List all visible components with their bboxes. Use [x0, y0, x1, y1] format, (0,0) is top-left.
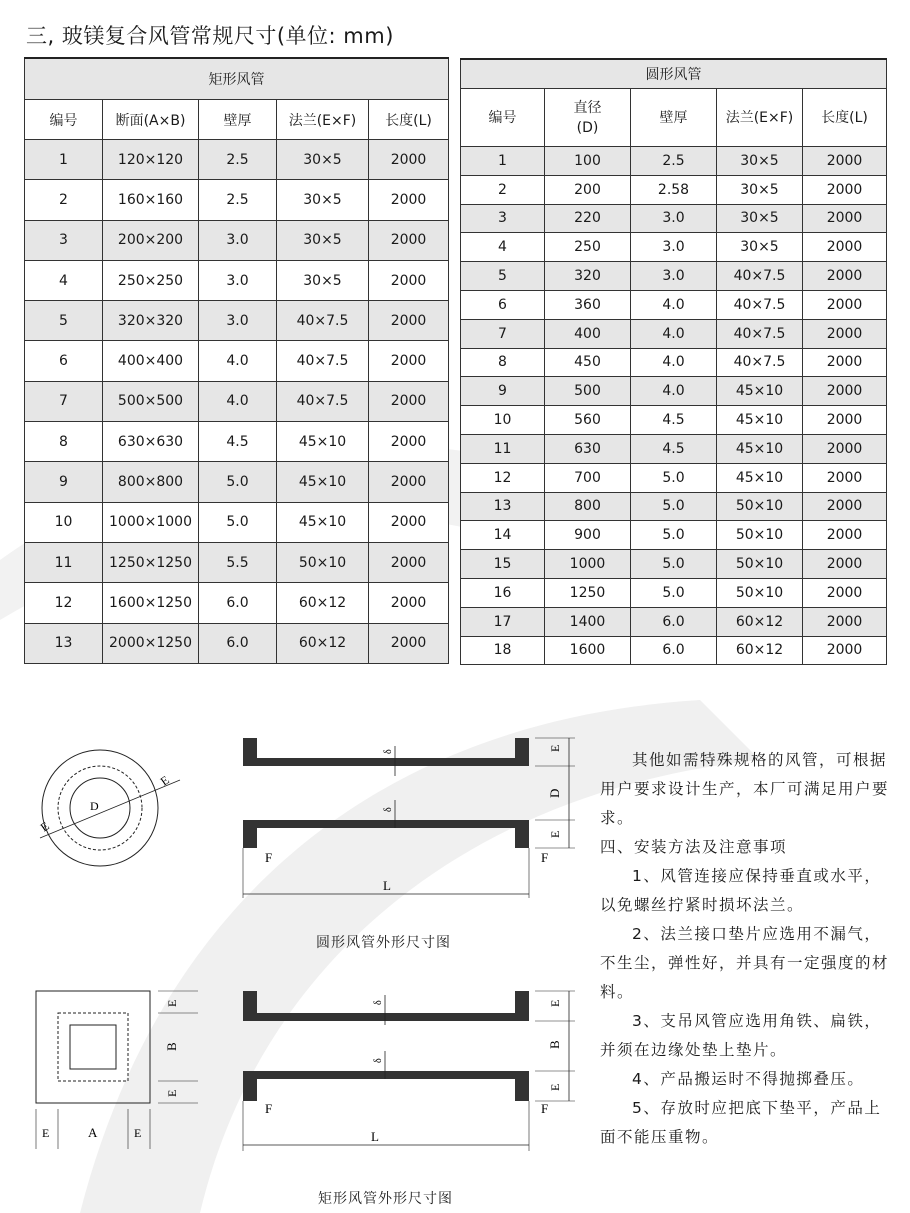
round-table-header-4: 长度(L) — [803, 89, 887, 147]
table-row — [461, 290, 887, 319]
table-cell: 5.0 — [199, 502, 277, 542]
table-cell: 6 — [25, 341, 103, 381]
label-F-left: F — [265, 850, 273, 865]
table-cell: 900 — [545, 521, 631, 550]
table-cell: 2 — [461, 175, 545, 204]
round-table-header-2: 壁厚 — [631, 89, 717, 147]
table-cell: 45×10 — [277, 422, 369, 462]
installation-notes — [600, 746, 890, 1152]
table-cell: 400 — [545, 319, 631, 348]
table-cell: 700 — [545, 463, 631, 492]
label-E-lower: E — [548, 830, 562, 838]
table-row — [25, 341, 449, 381]
table-cell: 40×7.5 — [277, 301, 369, 341]
table-cell: 2000 — [803, 636, 887, 665]
round-table-header-1: 直径 (D) — [545, 89, 631, 147]
label-B-rect: B — [164, 1042, 179, 1051]
note-paragraph: 3、支吊风管应选用角铁、扁铁，并须在边缘处垫上垫片。 — [600, 1012, 882, 1059]
table-cell: 800×800 — [103, 462, 199, 502]
table-cell: 4.0 — [631, 377, 717, 406]
table-cell: 2000 — [369, 542, 449, 582]
table-cell: 1 — [25, 140, 103, 180]
table-cell: 5.0 — [631, 492, 717, 521]
table-row — [461, 607, 887, 636]
rect-duct-side-view — [225, 985, 585, 1155]
round-duct-side-view — [225, 728, 585, 908]
round-duct-cross-section — [30, 740, 200, 870]
table-cell: 2.58 — [631, 175, 717, 204]
table-cell: 2000 — [369, 180, 449, 220]
table-cell: 60×12 — [277, 623, 369, 663]
table-cell: 2000 — [803, 290, 887, 319]
label-E-rect-right: E — [134, 1126, 142, 1140]
table-row — [25, 502, 449, 542]
table-row — [461, 521, 887, 550]
table-cell: 2000 — [803, 319, 887, 348]
table-cell: 12 — [461, 463, 545, 492]
table-cell: 4 — [461, 233, 545, 262]
table-cell: 2000 — [369, 260, 449, 300]
table-cell: 1600 — [545, 636, 631, 665]
table-cell: 1000×1000 — [103, 502, 199, 542]
table-row — [461, 434, 887, 463]
table-cell: 30×5 — [277, 140, 369, 180]
table-cell: 30×5 — [717, 204, 803, 233]
label-E-rect-top: E — [165, 999, 179, 1007]
table-cell: 120×120 — [103, 140, 199, 180]
table-cell: 3.0 — [199, 220, 277, 260]
round-diagram-caption: 圆形风管外形尺寸图 — [316, 935, 451, 951]
table-cell: 17 — [461, 607, 545, 636]
table-cell: 200 — [545, 175, 631, 204]
table-cell: 6 — [461, 290, 545, 319]
table-cell: 3.0 — [199, 301, 277, 341]
table-cell: 60×12 — [277, 583, 369, 623]
table-cell: 220 — [545, 204, 631, 233]
table-cell: 18 — [461, 636, 545, 665]
table-cell: 40×7.5 — [717, 348, 803, 377]
table-cell: 30×5 — [277, 260, 369, 300]
table-cell: 3.0 — [199, 260, 277, 300]
table-cell: 4.5 — [631, 434, 717, 463]
rect-table-header-0: 编号 — [25, 100, 103, 140]
table-cell: 14 — [461, 521, 545, 550]
label-L-round: L — [383, 878, 391, 893]
label-B-rect-side: B — [547, 1040, 562, 1049]
table-cell: 3 — [25, 220, 103, 260]
table-cell: 5.0 — [631, 463, 717, 492]
rect-duct-cross-section — [30, 985, 210, 1155]
table-cell: 1 — [461, 147, 545, 176]
table-row — [461, 578, 887, 607]
table-row — [25, 422, 449, 462]
note-paragraph: 其他如需特殊规格的风管，可根据用户要求设计生产，本厂可满足用户要求。 — [600, 751, 890, 827]
table-cell: 1250 — [545, 578, 631, 607]
rect-table-caption: 矩形风管 — [25, 58, 449, 100]
table-cell: 2000 — [803, 262, 887, 291]
table-cell: 40×7.5 — [277, 341, 369, 381]
table-cell: 500 — [545, 377, 631, 406]
table-cell: 12 — [25, 583, 103, 623]
table-cell: 4.5 — [199, 422, 277, 462]
table-cell: 60×12 — [717, 607, 803, 636]
table-row — [25, 381, 449, 421]
table-cell: 50×10 — [717, 550, 803, 579]
table-cell: 2000 — [803, 233, 887, 262]
label-delta-rect-bottom: δ — [373, 1058, 384, 1063]
table-row — [25, 462, 449, 502]
label-F-rect-left: F — [265, 1101, 273, 1116]
table-cell: 4.5 — [631, 406, 717, 435]
table-row — [461, 204, 887, 233]
table-cell: 500×500 — [103, 381, 199, 421]
table-cell: 3 — [461, 204, 545, 233]
table-cell: 3.0 — [631, 204, 717, 233]
table-cell: 2000 — [803, 377, 887, 406]
round-table-header-0: 编号 — [461, 89, 545, 147]
label-delta-top: δ — [383, 749, 394, 754]
label-A-rect: A — [88, 1125, 98, 1140]
table-cell: 6.0 — [631, 636, 717, 665]
table-cell: 7 — [25, 381, 103, 421]
table-cell: 4.0 — [631, 348, 717, 377]
label-delta-rect-top: δ — [373, 1000, 384, 1005]
rect-table-header-2: 壁厚 — [199, 100, 277, 140]
table-cell: 60×12 — [717, 636, 803, 665]
table-cell: 10 — [25, 502, 103, 542]
table-row — [461, 406, 887, 435]
note-paragraph: 四、安装方法及注意事项 — [600, 838, 788, 856]
table-cell: 2000 — [803, 434, 887, 463]
label-L-rect: L — [371, 1129, 379, 1144]
table-cell: 2000 — [803, 406, 887, 435]
table-cell: 30×5 — [717, 175, 803, 204]
table-cell: 40×7.5 — [717, 319, 803, 348]
table-row — [461, 550, 887, 579]
table-cell: 2000 — [369, 381, 449, 421]
table-cell: 4.0 — [199, 341, 277, 381]
table-cell: 5.0 — [199, 462, 277, 502]
table-cell: 8 — [461, 348, 545, 377]
table-cell: 2 — [25, 180, 103, 220]
table-cell: 13 — [25, 623, 103, 663]
table-cell: 4.0 — [631, 319, 717, 348]
table-cell: 45×10 — [277, 462, 369, 502]
table-cell: 2000 — [803, 147, 887, 176]
table-cell: 15 — [461, 550, 545, 579]
table-cell: 2000 — [369, 462, 449, 502]
table-cell: 5.5 — [199, 542, 277, 582]
table-cell: 2.5 — [199, 180, 277, 220]
table-cell: 1400 — [545, 607, 631, 636]
table-row — [25, 583, 449, 623]
table-cell: 30×5 — [717, 147, 803, 176]
table-cell: 45×10 — [717, 463, 803, 492]
table-row — [25, 140, 449, 180]
table-row — [25, 220, 449, 260]
table-cell: 13 — [461, 492, 545, 521]
note-paragraph: 1、风管连接应保持垂直或水平，以免螺丝拧紧时损坏法兰。 — [600, 867, 882, 914]
table-cell: 2000 — [369, 502, 449, 542]
table-row — [461, 319, 887, 348]
table-row — [25, 260, 449, 300]
table-cell: 2000×1250 — [103, 623, 199, 663]
label-E-upper: E — [548, 744, 562, 752]
table-cell: 3.0 — [631, 233, 717, 262]
table-cell: 4.0 — [199, 381, 277, 421]
round-duct-table — [460, 58, 887, 665]
label-D-side: D — [547, 788, 562, 798]
table-cell: 2000 — [369, 301, 449, 341]
label-E-rect-left: E — [42, 1126, 50, 1140]
table-cell: 160×160 — [103, 180, 199, 220]
label-E-rect-bottom: E — [165, 1089, 179, 1097]
label-E-right: E — [157, 772, 172, 789]
table-cell: 50×10 — [717, 578, 803, 607]
table-cell: 8 — [25, 422, 103, 462]
table-cell: 30×5 — [717, 233, 803, 262]
table-cell: 50×10 — [717, 492, 803, 521]
table-cell: 45×10 — [717, 377, 803, 406]
table-cell: 9 — [461, 377, 545, 406]
table-cell: 6.0 — [631, 607, 717, 636]
table-cell: 200×200 — [103, 220, 199, 260]
table-cell: 2000 — [369, 140, 449, 180]
table-row — [25, 180, 449, 220]
table-cell: 2.5 — [199, 140, 277, 180]
table-row — [461, 463, 887, 492]
table-cell: 5.0 — [631, 521, 717, 550]
label-E-rect-side-lower: E — [548, 1083, 562, 1091]
note-paragraph: 4、产品搬运时不得抛掷叠压。 — [632, 1070, 865, 1088]
table-cell: 3.0 — [631, 262, 717, 291]
label-E-rect-side-upper: E — [548, 999, 562, 1007]
table-cell: 2000 — [369, 583, 449, 623]
table-row — [461, 636, 887, 665]
table-cell: 250×250 — [103, 260, 199, 300]
table-cell: 45×10 — [717, 434, 803, 463]
table-row — [25, 301, 449, 341]
table-cell: 5.0 — [631, 550, 717, 579]
table-cell: 45×10 — [277, 502, 369, 542]
label-E-left: E — [37, 818, 52, 835]
table-cell: 2000 — [803, 348, 887, 377]
table-cell: 360 — [545, 290, 631, 319]
table-cell: 2.5 — [631, 147, 717, 176]
table-cell: 6.0 — [199, 623, 277, 663]
table-cell: 2000 — [369, 623, 449, 663]
table-row — [461, 175, 887, 204]
round-table-header-3: 法兰(E×F) — [717, 89, 803, 147]
table-cell: 40×7.5 — [717, 290, 803, 319]
table-cell: 11 — [461, 434, 545, 463]
table-row — [461, 262, 887, 291]
table-cell: 30×5 — [277, 220, 369, 260]
table-cell: 50×10 — [277, 542, 369, 582]
table-cell: 11 — [25, 542, 103, 582]
label-delta-bottom: δ — [383, 807, 394, 812]
table-cell: 5.0 — [631, 578, 717, 607]
table-row — [461, 233, 887, 262]
round-table-caption: 圆形风管 — [461, 59, 887, 89]
table-cell: 2000 — [803, 550, 887, 579]
table-cell: 9 — [25, 462, 103, 502]
table-cell: 7 — [461, 319, 545, 348]
table-cell: 630 — [545, 434, 631, 463]
table-cell: 250 — [545, 233, 631, 262]
table-cell: 16 — [461, 578, 545, 607]
table-cell: 800 — [545, 492, 631, 521]
table-cell: 4 — [25, 260, 103, 300]
table-cell: 560 — [545, 406, 631, 435]
table-cell: 630×630 — [103, 422, 199, 462]
table-cell: 50×10 — [717, 521, 803, 550]
table-row — [25, 623, 449, 663]
label-D: D — [90, 799, 99, 813]
label-F-right: F — [541, 850, 549, 865]
table-cell: 1250×1250 — [103, 542, 199, 582]
table-cell: 6.0 — [199, 583, 277, 623]
page-title: 三, 玻镁复合风管常规尺寸(单位: mm) — [26, 24, 394, 48]
table-cell: 40×7.5 — [717, 262, 803, 291]
table-cell: 5 — [25, 301, 103, 341]
table-row — [461, 377, 887, 406]
table-cell: 400×400 — [103, 341, 199, 381]
table-cell: 2000 — [803, 578, 887, 607]
note-paragraph: 2、法兰接口垫片应选用不漏气，不生尘，弹性好，并具有一定强度的材料。 — [600, 925, 890, 1001]
table-cell: 1000 — [545, 550, 631, 579]
table-cell: 2000 — [803, 204, 887, 233]
label-F-rect-right: F — [541, 1101, 549, 1116]
table-cell: 5 — [461, 262, 545, 291]
table-row — [461, 492, 887, 521]
table-cell: 2000 — [803, 607, 887, 636]
table-row — [461, 348, 887, 377]
table-cell: 40×7.5 — [277, 381, 369, 421]
table-cell: 320 — [545, 262, 631, 291]
table-cell: 2000 — [803, 492, 887, 521]
table-cell: 2000 — [369, 422, 449, 462]
table-cell: 2000 — [803, 175, 887, 204]
table-row — [25, 542, 449, 582]
table-cell: 2000 — [803, 463, 887, 492]
rect-table-header-4: 长度(L) — [369, 100, 449, 140]
table-cell: 2000 — [369, 220, 449, 260]
table-cell: 100 — [545, 147, 631, 176]
table-row — [461, 147, 887, 176]
table-cell: 10 — [461, 406, 545, 435]
table-cell: 4.0 — [631, 290, 717, 319]
rect-table-header-1: 断面(A×B) — [103, 100, 199, 140]
rect-duct-table — [24, 57, 449, 664]
rect-diagram-caption: 矩形风管外形尺寸图 — [318, 1191, 453, 1207]
table-cell: 320×320 — [103, 301, 199, 341]
table-cell: 450 — [545, 348, 631, 377]
rect-table-header-3: 法兰(E×F) — [277, 100, 369, 140]
table-cell: 30×5 — [277, 180, 369, 220]
table-cell: 2000 — [803, 521, 887, 550]
table-cell: 2000 — [369, 341, 449, 381]
table-cell: 45×10 — [717, 406, 803, 435]
table-cell: 1600×1250 — [103, 583, 199, 623]
note-paragraph: 5、存放时应把底下垫平，产品上面不能压重物。 — [600, 1099, 882, 1146]
